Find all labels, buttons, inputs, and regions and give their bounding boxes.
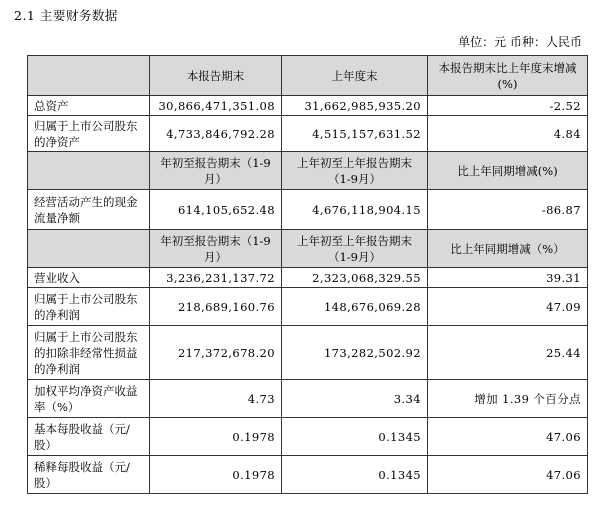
cell-change: -86.87	[428, 190, 588, 230]
financial-data-table	[27, 55, 588, 494]
cell-change: -2.52	[428, 96, 588, 116]
row-label: 归属于上市公司股东的扣除非经常性损益的净利润	[28, 326, 150, 380]
table-row	[28, 418, 588, 456]
header-change-pct: 本报告期末比上年度末增减(%)	[428, 56, 588, 96]
header-blank-cell	[28, 56, 150, 96]
header-blank-cell	[28, 152, 150, 190]
cell-prior: 0.1345	[282, 456, 428, 494]
cell-current: 218,689,160.76	[150, 288, 282, 326]
cell-prior: 148,676,069.28	[282, 288, 428, 326]
table-row	[28, 456, 588, 494]
cell-current: 4.73	[150, 380, 282, 418]
cell-current: 30,866,471,351.08	[150, 96, 282, 116]
row-label: 稀释每股收益（元/股）	[28, 456, 150, 494]
cell-prior: 4,515,157,631.52	[282, 116, 428, 152]
row-label: 经营活动产生的现金流量净额	[28, 190, 150, 230]
cell-change: 39.31	[428, 268, 588, 288]
row-label: 总资产	[28, 96, 150, 116]
cell-change: 47.06	[428, 418, 588, 456]
table-row	[28, 190, 588, 230]
cell-current: 217,372,678.20	[150, 326, 282, 380]
header-prior-ytd: 上年初至上年报告期末（1-9月）	[282, 230, 428, 268]
cell-change: 47.09	[428, 288, 588, 326]
header-yoy-change: 比上年同期增减（%）	[428, 230, 588, 268]
cell-change: 4.84	[428, 116, 588, 152]
table-row	[28, 268, 588, 288]
cell-prior: 31,662,985,935.20	[282, 96, 428, 116]
row-label: 加权平均净资产收益率（%）	[28, 380, 150, 418]
cell-current: 0.1978	[150, 456, 282, 494]
table-row	[28, 380, 588, 418]
unit-currency-line: 单位：元 币种：人民币	[458, 35, 582, 49]
cell-prior: 2,323,068,329.55	[282, 268, 428, 288]
table-header-row	[28, 56, 588, 96]
header-yoy-change: 比上年同期增减(%)	[428, 152, 588, 190]
header-ytd: 年初至报告期末（1-9月）	[150, 152, 282, 190]
header-current-period-end: 本报告期末	[150, 56, 282, 96]
table-row	[28, 96, 588, 116]
cell-prior: 4,676,118,904.15	[282, 190, 428, 230]
header-prior-year-end: 上年度末	[282, 56, 428, 96]
cell-prior: 3.34	[282, 380, 428, 418]
cell-change: 增加 1.39 个百分点	[428, 380, 588, 418]
cell-prior: 0.1345	[282, 418, 428, 456]
table-row	[28, 288, 588, 326]
table-header-row	[28, 230, 588, 268]
row-label: 归属于上市公司股东的净利润	[28, 288, 150, 326]
row-label: 基本每股收益（元/股）	[28, 418, 150, 456]
cell-change: 47.06	[428, 456, 588, 494]
section-title: 2.1 主要财务数据	[14, 8, 118, 23]
table-row	[28, 116, 588, 152]
header-ytd: 年初至报告期末（1-9月）	[150, 230, 282, 268]
row-label: 归属于上市公司股东的净资产	[28, 116, 150, 152]
cell-prior: 173,282,502.92	[282, 326, 428, 380]
header-prior-ytd: 上年初至上年报告期末（1-9月）	[282, 152, 428, 190]
cell-change: 25.44	[428, 326, 588, 380]
cell-current: 0.1978	[150, 418, 282, 456]
cell-current: 614,105,652.48	[150, 190, 282, 230]
cell-current: 3,236,231,137.72	[150, 268, 282, 288]
row-label: 营业收入	[28, 268, 150, 288]
cell-current: 4,733,846,792.28	[150, 116, 282, 152]
table-row	[28, 326, 588, 380]
table-header-row	[28, 152, 588, 190]
header-blank-cell	[28, 230, 150, 268]
